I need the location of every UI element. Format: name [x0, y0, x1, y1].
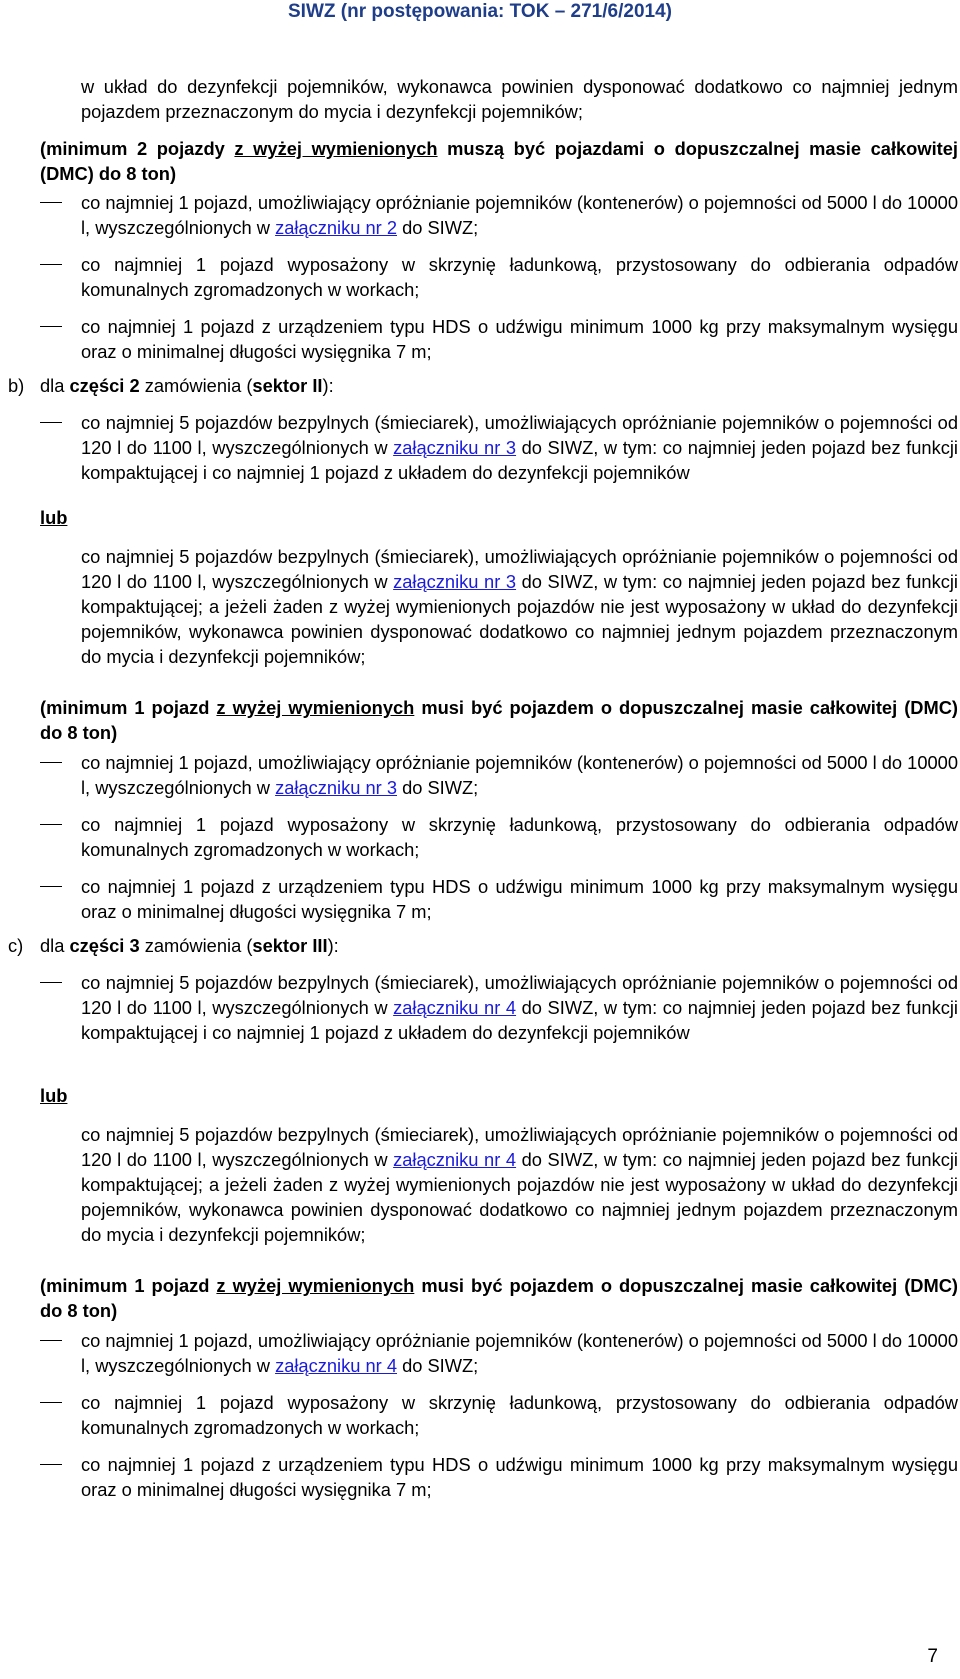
- minimum-text: (minimum 1 pojazd z wyżej wymienionych musi być pojazdem o dopuszczalnej masie całkowitej (DMC) do 8 ton): [40, 1275, 958, 1321]
- page-header: SIWZ (nr postępowania: TOK – 271/6/2014): [288, 1, 672, 22]
- dash-bullet: [40, 982, 62, 983]
- list-item: co najmniej 1 pojazd wyposażony w skrzynię ładunkową, przystosowany do odbierania odpadów komunalnych zgromadzonych w workach;: [81, 1392, 958, 1438]
- page-number: 7: [927, 1646, 938, 1667]
- list-item: co najmniej 1 pojazd, umożliwiający opróżnianie pojemników (kontenerów) o pojemności od 5000 l do 10000 l, wyszczególnionych w załączniku nr 3 do SIWZ;: [81, 752, 958, 798]
- or-label: lub: [40, 1085, 68, 1106]
- attachment-link[interactable]: załączniku nr 4: [393, 997, 517, 1018]
- dash-bullet: [40, 326, 62, 327]
- list-item: co najmniej 1 pojazd, umożliwiający opróżnianie pojemników (kontenerów) o pojemności od 5000 l do 10000 l, wyszczególnionych w załączniku nr 2 do SIWZ;: [81, 192, 958, 238]
- list-item: co najmniej 1 pojazd wyposażony w skrzynię ładunkową, przystosowany do odbierania odpadów komunalnych zgromadzonych w workach;: [81, 254, 958, 300]
- minimum-note: [40, 136, 958, 186]
- option-two: co najmniej 5 pojazdów bezpylnych (śmieciarek), umożliwiających opróżnianie pojemników o pojemności od 120 l do 1100 l, wyszczególnionych w załączniku nr 3 do SIWZ, w tym: co najmniej jeden pojazd bez funkcji kompaktującej; a jeżeli żaden z wyżej wymienionych pojazdów nie jest wyposażony w układ do dezynfekcji pojemników, wykonawca powinien dysponować dodatkowo co najmniej jednym pojazdem przeznaczonym do mycia i dezynfekcji pojemników;: [81, 546, 958, 667]
- dash-bullet: [40, 1340, 62, 1341]
- minimum-text: (minimum 1 pojazd z wyżej wymienionych musi być pojazdem o dopuszczalnej masie całkowitej (DMC) do 8 ton): [40, 697, 958, 743]
- attachment-link[interactable]: załączniku nr 2: [275, 217, 397, 238]
- dash-bullet: [40, 824, 62, 825]
- or-label: lub: [40, 507, 68, 528]
- option-one: co najmniej 5 pojazdów bezpylnych (śmieciarek), umożliwiających opróżnianie pojemników o pojemności od 120 l do 1100 l, wyszczególnionych w załączniku nr 3 do SIWZ, w tym: co najmniej jeden pojazd bez funkcji kompaktującej i co najmniej 1 pojazd z układem do dezynfekcji pojemników: [81, 412, 958, 483]
- section-letter: b): [8, 375, 25, 396]
- minimum-text: (minimum 2 pojazdy z wyżej wymienionych muszą być pojazdami o dopuszczalnej masie całkowitej (DMC) do 8 ton): [40, 138, 958, 184]
- dash-bullet: [40, 422, 62, 423]
- section-letter: c): [8, 935, 24, 956]
- minimum-note: [40, 1273, 958, 1323]
- dash-bullet: [40, 202, 62, 203]
- section-intro: dla części 2 zamówienia (sektor II):: [40, 375, 334, 396]
- dash-bullet: [40, 886, 62, 887]
- list-item: co najmniej 1 pojazd z urządzeniem typu HDS o udźwigu minimum 1000 kg przy maksymalnym wysięgu oraz o minimalnej długości wysięgnika 7 m;: [81, 876, 958, 922]
- attachment-link[interactable]: załączniku nr 4: [393, 1149, 517, 1170]
- option-two: co najmniej 5 pojazdów bezpylnych (śmieciarek), umożliwiających opróżnianie pojemników o pojemności od 120 l do 1100 l, wyszczególnionych w załączniku nr 4 do SIWZ, w tym: co najmniej jeden pojazd bez funkcji kompaktującej; a jeżeli żaden z wyżej wymienionych pojazdów nie jest wyposażony w układ do dezynfekcji pojemników, wykonawca powinien dysponować dodatkowo co najmniej jednym pojazdem przeznaczonym do mycia i dezynfekcji pojemników;: [81, 1124, 958, 1245]
- section-intro: dla części 3 zamówienia (sektor III):: [40, 935, 339, 956]
- dash-bullet: [40, 1402, 62, 1403]
- attachment-link[interactable]: załączniku nr 4: [275, 1355, 397, 1376]
- attachment-link[interactable]: załączniku nr 3: [275, 777, 397, 798]
- list-item: co najmniej 1 pojazd, umożliwiający opróżnianie pojemników (kontenerów) o pojemności od 5000 l do 10000 l, wyszczególnionych w załączniku nr 4 do SIWZ;: [81, 1330, 958, 1376]
- list-item: co najmniej 1 pojazd z urządzeniem typu HDS o udźwigu minimum 1000 kg przy maksymalnym wysięgu oraz o minimalnej długości wysięgnika 7 m;: [81, 316, 958, 362]
- option-one: co najmniej 5 pojazdów bezpylnych (śmieciarek), umożliwiających opróżnianie pojemników o pojemności od 120 l do 1100 l, wyszczególnionych w załączniku nr 4 do SIWZ, w tym: co najmniej jeden pojazd bez funkcji kompaktującej i co najmniej 1 pojazd z układem do dezynfekcji pojemników: [81, 972, 958, 1043]
- dash-bullet: [40, 264, 62, 265]
- attachment-link[interactable]: załączniku nr 3: [393, 571, 517, 592]
- paragraph-disinfection: [81, 74, 958, 124]
- dash-bullet: [40, 762, 62, 763]
- minimum-note: [40, 695, 958, 745]
- dash-bullet: [40, 1464, 62, 1465]
- list-item: co najmniej 1 pojazd z urządzeniem typu HDS o udźwigu minimum 1000 kg przy maksymalnym wysięgu oraz o minimalnej długości wysięgnika 7 m;: [81, 1454, 958, 1500]
- paragraph-text: w układ do dezynfekcji pojemników, wykonawca powinien dysponować dodatkowo co najmniej jednym pojazdem przeznaczonym do mycia i dezynfekcji pojemników;: [81, 76, 958, 122]
- list-item: co najmniej 1 pojazd wyposażony w skrzynię ładunkową, przystosowany do odbierania odpadów komunalnych zgromadzonych w workach;: [81, 814, 958, 860]
- attachment-link[interactable]: załączniku nr 3: [393, 437, 517, 458]
